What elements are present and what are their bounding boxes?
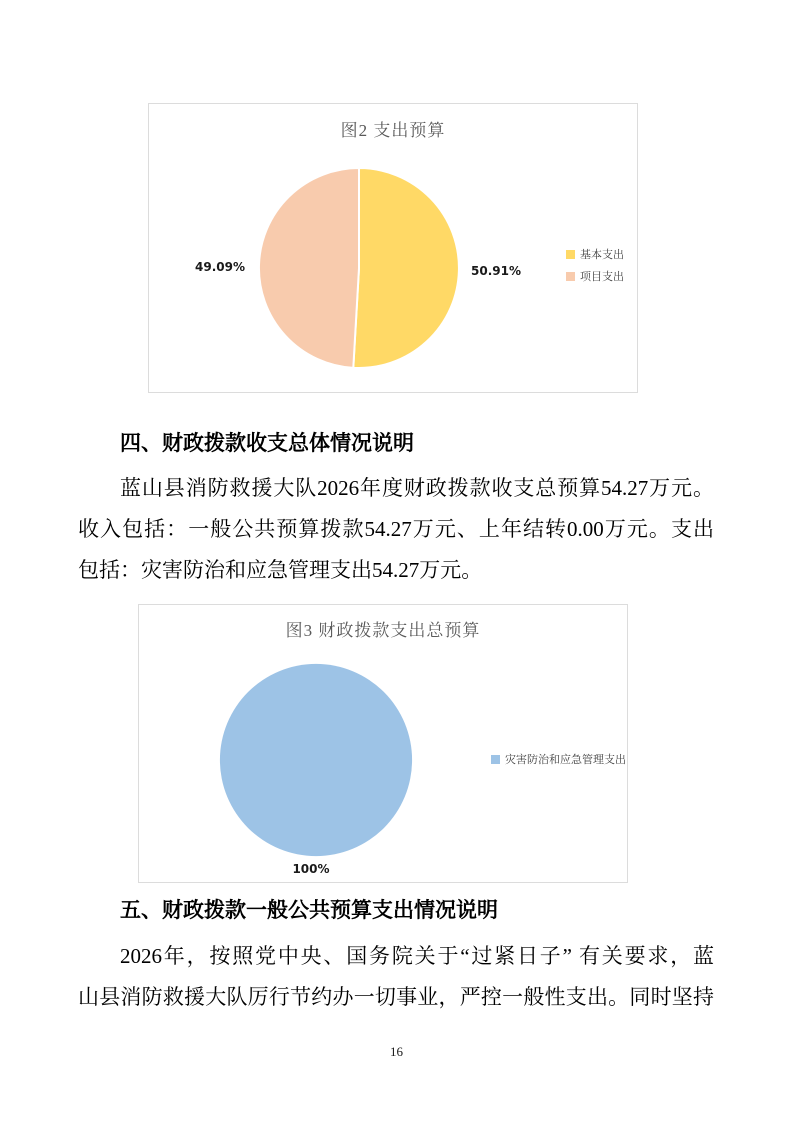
paragraph-section-4	[78, 468, 714, 591]
legend-item-disaster-mgmt-expense	[491, 751, 626, 767]
legend-label-disaster-mgmt-expense: 灾害防治和应急管理支出	[505, 754, 626, 766]
text-line: 山县消防救援大队厉行节约办一切事业，严控一般性支出。同时坚持	[78, 985, 714, 1009]
legend-swatch-basic-expense	[566, 250, 575, 259]
section-heading-4: 四、财政拨款收支总体情况说明	[120, 432, 414, 455]
legend-swatch-project-expense	[566, 272, 575, 281]
legend-item-basic-expense	[566, 246, 624, 262]
figure-2-legend	[566, 246, 624, 284]
legend-item-project-expense	[566, 268, 624, 284]
text-line: 2026年，按照党中央、国务院关于“过紧日子” 有关要求，蓝	[120, 944, 714, 968]
figure-3-panel	[138, 604, 628, 883]
figure-3-title: 图3 财政拨款支出总预算	[285, 621, 481, 640]
legend-label-basic-expense: 基本支出	[580, 249, 624, 261]
figure-2-label-project-expense-pct: 49.09%	[195, 260, 245, 274]
figure-3-label-total-pct: 100%	[292, 862, 330, 876]
figure-2-panel	[148, 103, 638, 393]
figure-3-pie-chart	[218, 662, 414, 858]
text-line: 包括：灾害防治和应急管理支出54.27万元。	[78, 558, 483, 582]
figure-3-legend	[491, 751, 626, 767]
section-heading-5: 五、财政拨款一般公共预算支出情况说明	[120, 899, 498, 922]
figure-2-label-basic-expense-pct: 50.91%	[471, 264, 521, 278]
legend-swatch-disaster-mgmt-expense	[491, 755, 500, 764]
legend-label-project-expense: 项目支出	[580, 271, 624, 283]
figure-2-pie-chart	[257, 166, 461, 370]
paragraph-section-5	[78, 936, 714, 1018]
text-line: 蓝山县消防救援大队2026年度财政拨款收支总预算54.27万元。	[120, 476, 714, 500]
page-number: 16	[390, 1044, 403, 1059]
figure-2-title: 图2 支出预算	[340, 121, 446, 140]
text-line: 收入包括：一般公共预算拨款54.27万元、上年结转0.00万元。支出	[78, 517, 714, 541]
